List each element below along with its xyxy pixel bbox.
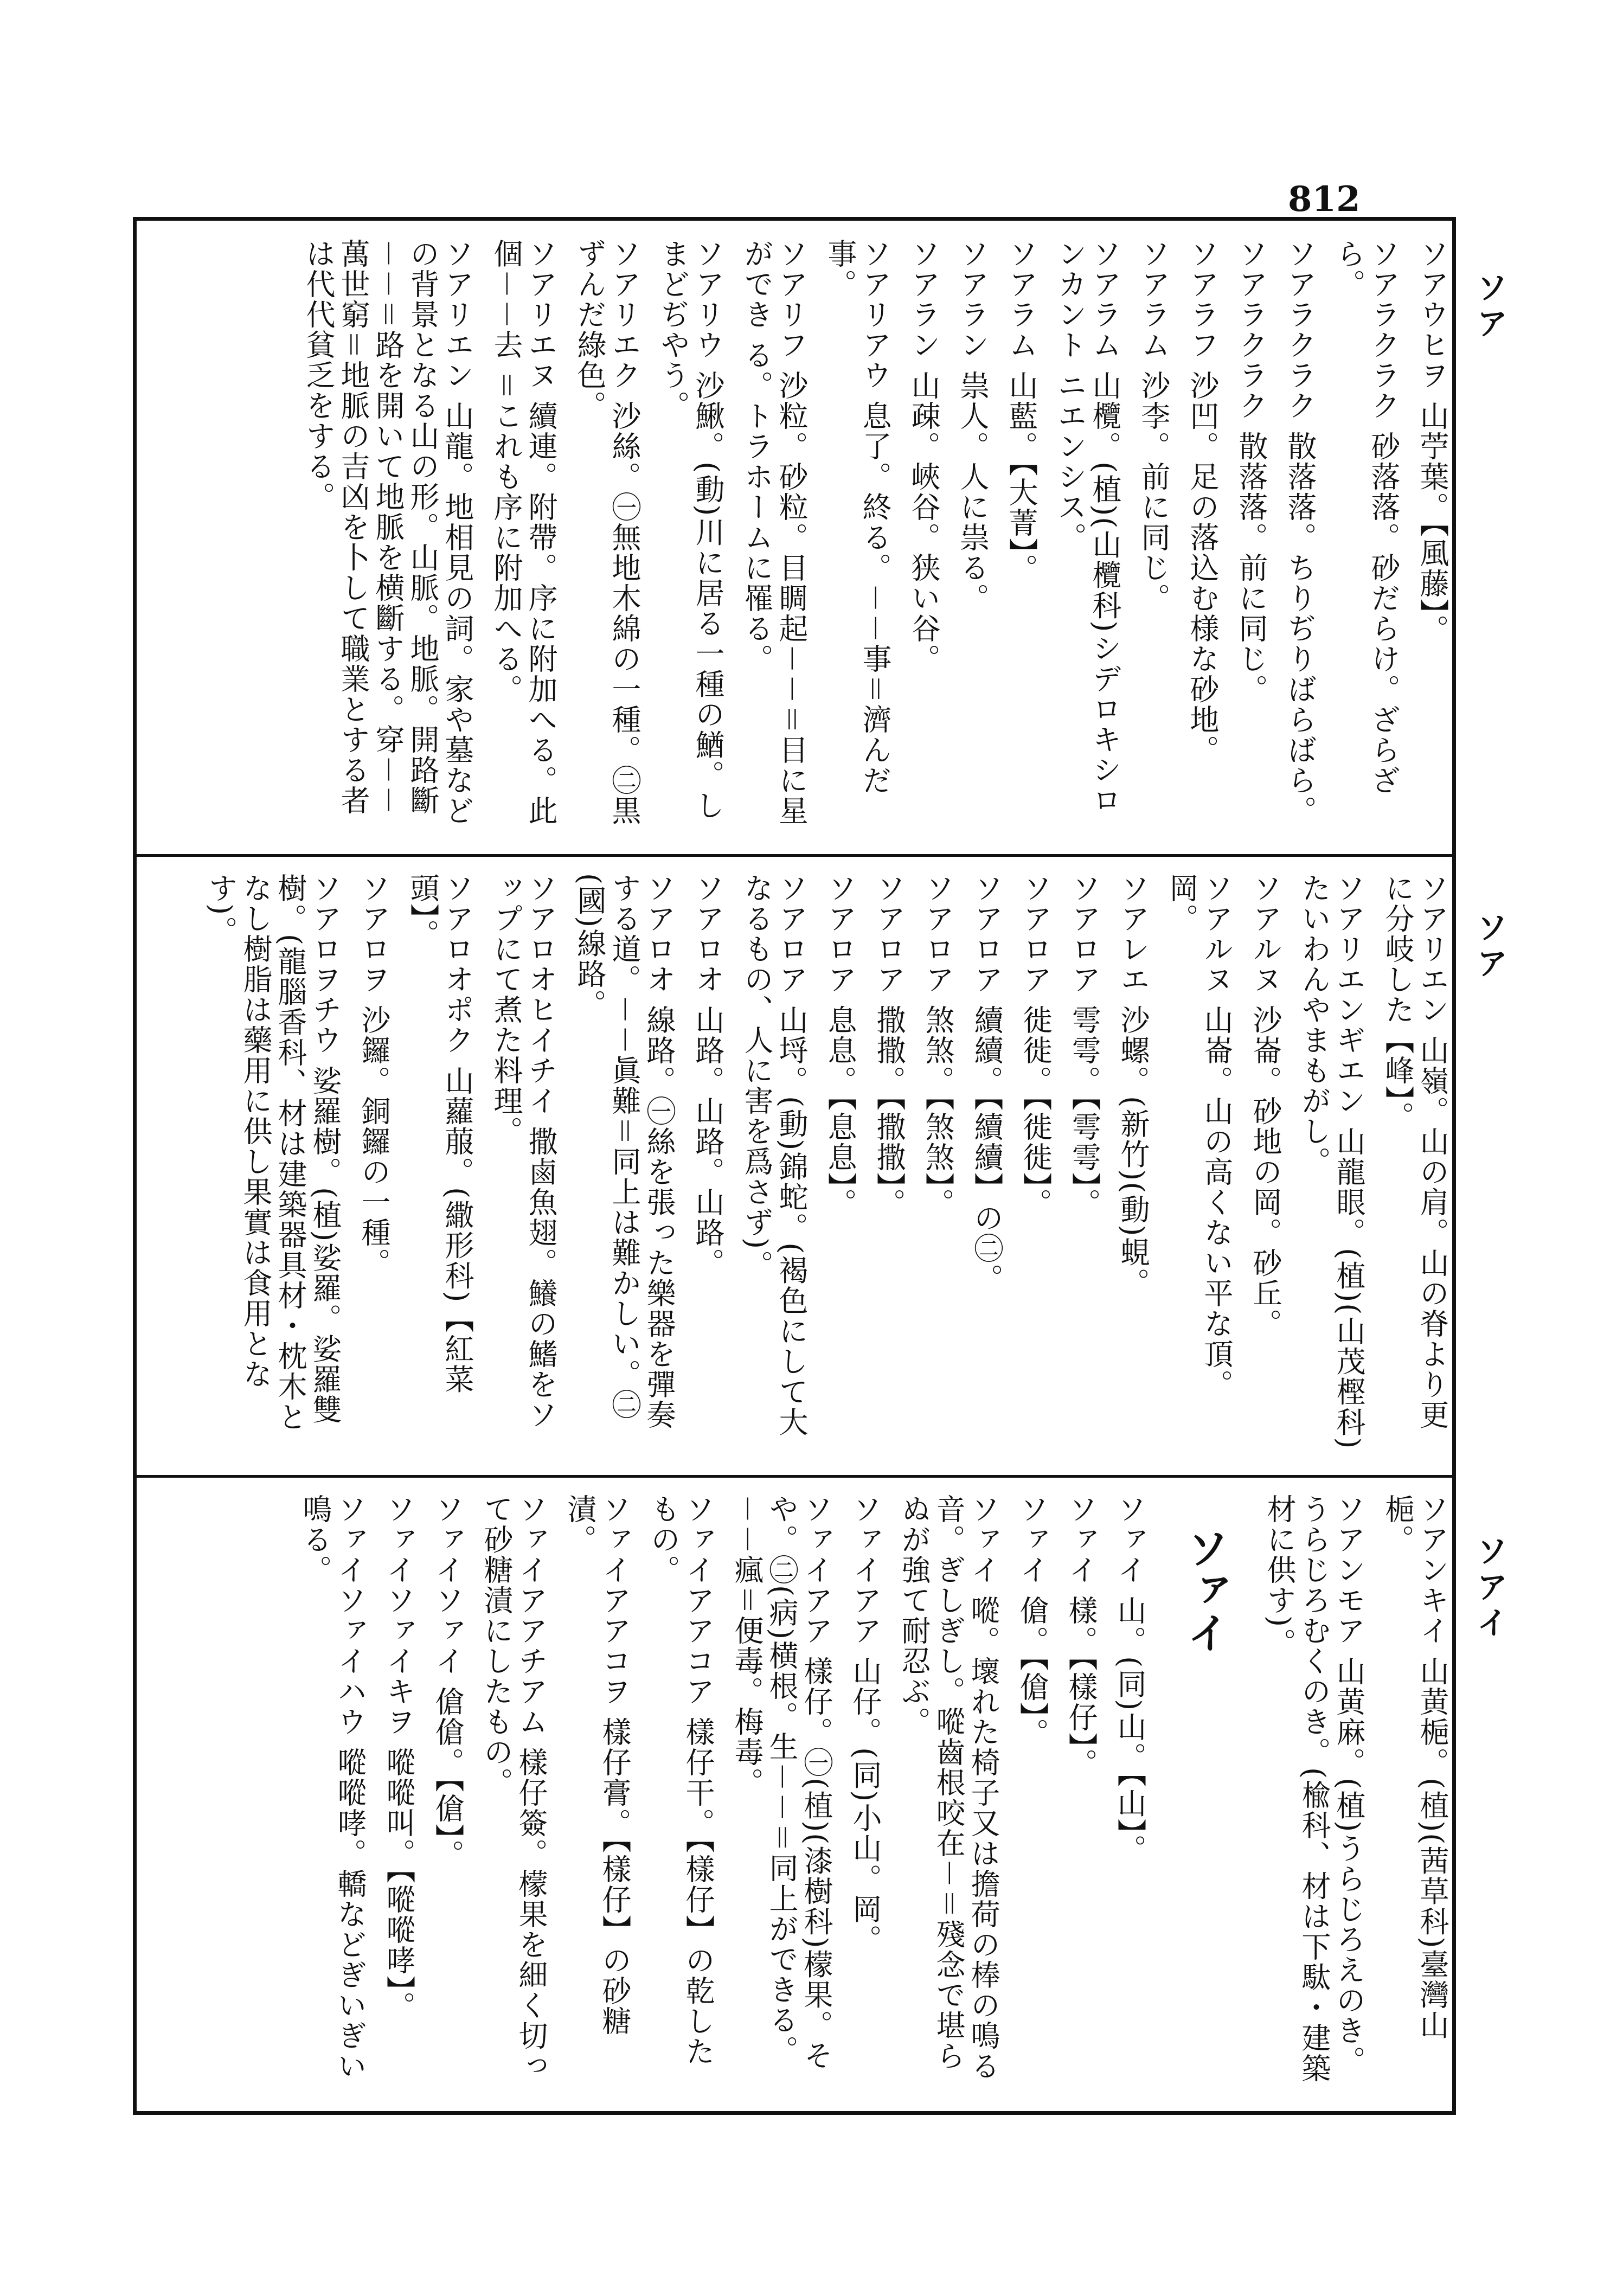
dictionary-entry: ソアラフ 沙凹。足の落込む様な砂地。 xyxy=(1185,239,1220,766)
dictionary-entry: ソァイ 㗰。壞れた椅子又は擔荷の棒の鳴る音。ぎしぎし。㗰齒根咬在－＝殘念で堪らぬが強て耐忍ぶ。 xyxy=(897,1494,1000,2082)
dictionary-entry: ソァイソァイ 傖傖。【傖】。 xyxy=(431,1494,465,1870)
dictionary-entry: ソアリフ 沙粒。砂粒。目睭起－－＝目に星ができ る。トラホームに罹る。 xyxy=(740,239,809,826)
dictionary-entry: ソァイ 樣。【樣仔】。 xyxy=(1064,1494,1098,1779)
dictionary-entry: ソアリエン 山龍。地相見の詞。家や墓などの背景となる山の形。山脈。地脈。開路斷－－＝路を開いて地脈を横斷する。穿－－萬世窮＝地脈の吉凶を卜して職業とする者は代代貧乏をする。 xyxy=(301,239,474,826)
dictionary-entry: ソアンキイ 山黄梔。(植)(茜草科)臺灣山梔。 xyxy=(1381,1494,1449,2041)
page-number: 812 xyxy=(1288,179,1361,220)
dictionary-entry: ソァイ 山。(同)山。【山】。 xyxy=(1113,1494,1147,1865)
dictionary-entry: ソアラン 山疎。峽谷。狭い谷。 xyxy=(907,239,941,675)
dictionary-entry: ソァイ 傖。【傖】。 xyxy=(1015,1494,1049,1749)
dictionary-entry: ソアラム 山欖。(植)(山欖科)シデロキシロンカント ニエンシス。 xyxy=(1053,239,1122,816)
dictionary-entry: ソアロア 雩雩。【雩雩】。 xyxy=(1067,873,1101,1219)
dictionary-entry: ソアリアウ 息了。終る。－－事＝濟んだ事。 xyxy=(823,239,892,796)
dictionary-entry: ソアレエ 沙螺。(新竹)(動)蜆。 xyxy=(1116,873,1150,1298)
dictionary-entry: ソアルヌ 山崙。山の高くない平な頂。岡。 xyxy=(1165,873,1234,1400)
dictionary-entry: ソアリエヌ 續連。附帶。序に附加へる。此個－－去 ＝これも序に附加へる。 xyxy=(489,239,558,826)
dictionary-entry: ソァイソァイキヲ 㗰㗰叫。【㗰㗰哮】。 xyxy=(382,1494,416,2022)
section-heading: ソァイ xyxy=(1180,1527,1229,1653)
dictionary-entry: ソアロオ 山路。山路。山路。 xyxy=(691,873,725,1279)
dictionary-entry: ソアリエク 沙絲。㊀無地木綿の一種。㊁黒ずんだ綠色。 xyxy=(573,239,641,826)
dictionary-entry: ソアルヌ 沙崙。砂地の岡。砂丘。 xyxy=(1248,873,1282,1339)
dictionary-entry: ソアロオポク 山蘿菔。(繖形科)【紅菜頭】。 xyxy=(406,873,474,1395)
running-head: ソアイ xyxy=(1471,1535,1508,1642)
dictionary-entry: ソアロヲ 沙鑼。銅鑼の一種。 xyxy=(357,873,391,1279)
dictionary-section xyxy=(203,873,1449,1459)
dictionary-entry: ソアロヲチウ 娑羅樹。(植)娑羅。娑羅雙樹。(龍腦香科、材は建築器具材・枕木となし樹脂は藥用に供し果實は食用となす)。 xyxy=(204,873,342,1433)
dictionary-entry: ソアウヒヲ 山苧葉。【風藤】。 xyxy=(1415,239,1449,645)
dictionary-entry: ソアラクラク 散落落。ちりぢりばらばら。 xyxy=(1283,239,1317,826)
dictionary-entry: ソアラン 祟人。人に祟る。 xyxy=(955,239,990,614)
dictionary-entry: ソァイアアチアム 樣仔簽。檬果を細く切って砂糖漬にしたもの。 xyxy=(479,1494,548,2082)
dictionary-entry: ソアラクラク 砂落落。砂だらけ。ざらざら。 xyxy=(1332,239,1401,796)
dictionary-entry: ソアロオヒイチイ 撒鹵魚翅。鱶の鰭をソップにて煮た料理。 xyxy=(489,873,558,1431)
dictionary-entry: ソアリウ 沙鰍。(動)川に居る一種の鰌。しまどぢやう。 xyxy=(656,239,725,821)
dictionary-entry: ソアラクラク 散落落。前に同じ。 xyxy=(1234,239,1268,705)
dictionary-entry: ソアロア 撒撒。【撒撒】。 xyxy=(872,873,906,1219)
dictionary-section xyxy=(301,239,1449,835)
dictionary-entry: ソァイアア 山仔。(同)小山。岡。 xyxy=(848,1494,882,1955)
dictionary-entry: ソアロア 煞煞。【煞煞】。 xyxy=(921,873,955,1219)
dictionary-entry: ソアラム 山藍。【大菁】。 xyxy=(1004,239,1038,585)
dictionary-entry: ソアリエンギエン 山龍眼。(植)(山茂樫科)たいわんやまもがし。 xyxy=(1297,873,1366,1450)
running-head: ソア xyxy=(1471,271,1508,343)
dictionary-entry: ソアロア 徙徙。【徙徙】。 xyxy=(1018,873,1053,1219)
dictionary-entry: ソアラム 沙李。前に同じ。 xyxy=(1137,239,1171,614)
dictionary-entry: ソアロア 續續。【續續】の㊁。 xyxy=(970,873,1004,1294)
dictionary-entry: ソァイアアコア 樣仔干。【樣仔】の乾したもの。 xyxy=(646,1494,715,2067)
dictionary-entry: ソァイアアコヲ 樣仔膏。【樣仔】の砂糖漬。 xyxy=(563,1494,632,2037)
dictionary-entry: ソァイソァイハウ 㗰㗰哮。轎などぎいぎい鳴る。 xyxy=(298,1494,367,2082)
dictionary-section xyxy=(298,1494,1449,2096)
divider-upper xyxy=(133,854,1456,857)
dictionary-entry: ソァイアア 樣仔。㊀(植)(漆樹科)檬果。そや。㊁(病)横根。生－－＝同上ができる。－－瘋＝便毒。梅毒。 xyxy=(730,1494,833,2071)
dictionary-entry: ソアロオ 線路。㊀絲を張った樂器を彈奏する道。－－眞難＝同上は難かしい。㊁(國)線路。 xyxy=(573,873,676,1431)
divider-lower xyxy=(133,1475,1456,1478)
dictionary-entry: ソアロア 息息。【息息】。 xyxy=(823,873,857,1219)
dictionary-entry: ソアンモア 山黄麻。(植)うらじろえのき。うらじろむくのき。(楡科、材は下駄・建築材に供す)。 xyxy=(1262,1494,1366,2084)
running-head: ソア xyxy=(1471,911,1508,983)
dictionary-entry: ソアリエン 山嶺。山の肩。山の脊より更に分岐した【峰】。 xyxy=(1381,873,1449,1431)
dictionary-entry: ソアロア 山埒。(動)錦蛇。(褐色にして大なるもの、人に害を爲さず)。 xyxy=(740,873,809,1438)
